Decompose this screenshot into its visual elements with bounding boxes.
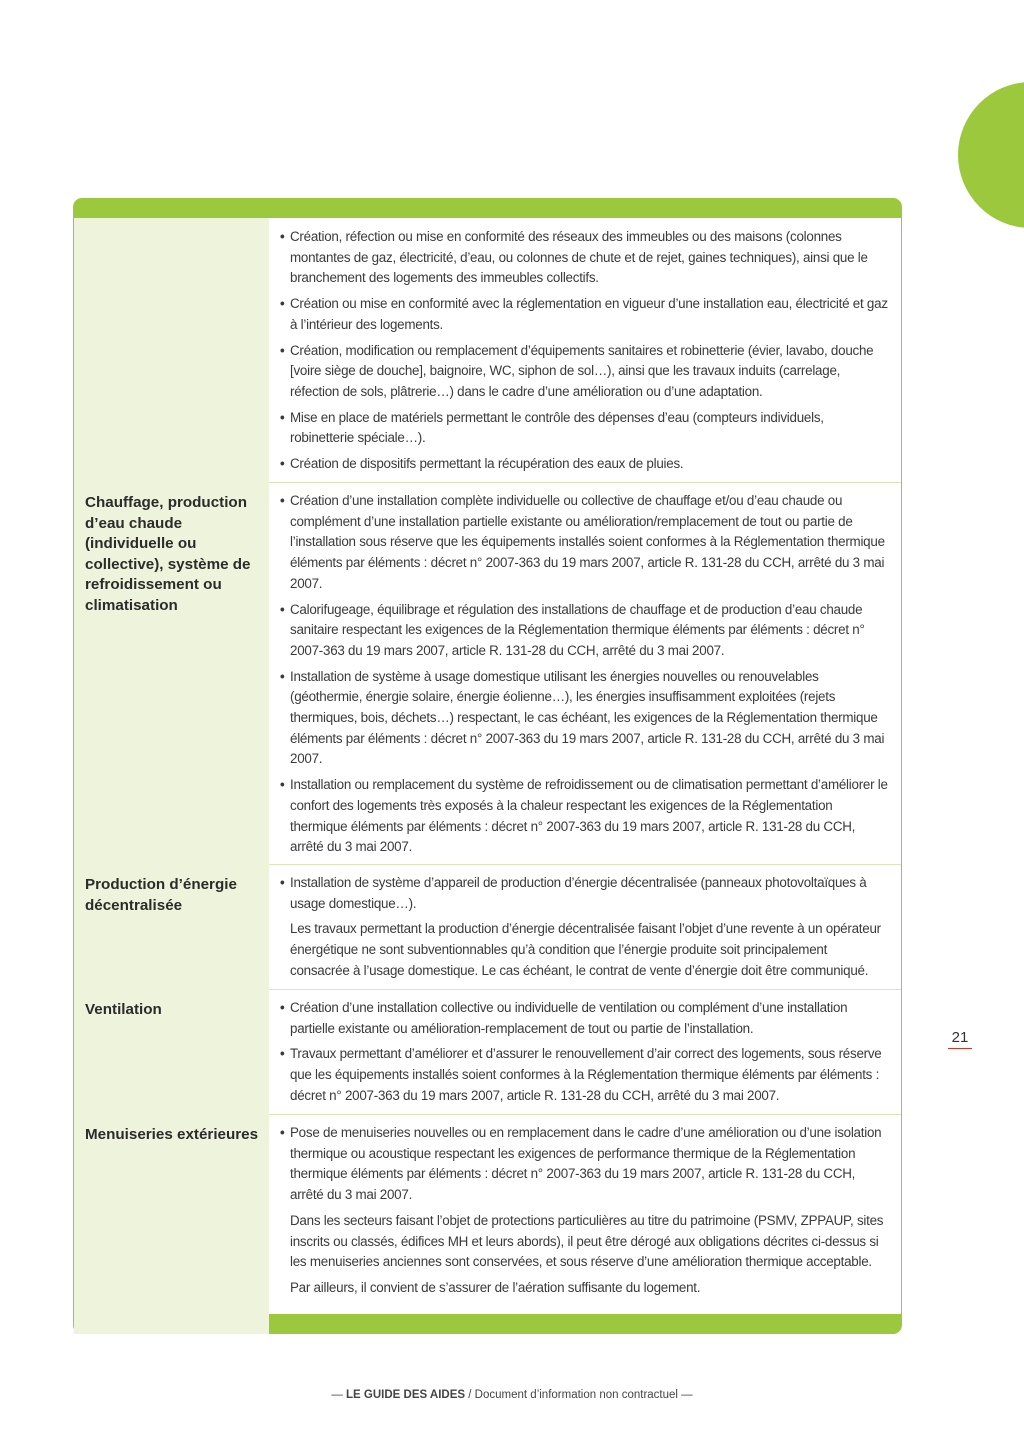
item-text: Installation ou remplacement du système de refroidissement ou de climatisation permettant d’améliorer le confort des logements très exposés à la chaleur respectant les exigences de la Réglementation thermique éléments par éléments : décret n° 2007-363 du 19 mars 2007, article R. 131-28 du CCH, arrêté du 3 mai 2007. [290,777,888,855]
bullet-item [280,454,889,475]
works-table-body [74,218,901,1314]
bullet-icon: • [280,875,285,890]
bullet-icon: • [280,1000,285,1015]
item-text: Création d’une installation collective ou individuelle de ventilation ou complément d’une installation partielle existante ou amélioration-remplacement de tout ou partie de l’installation. [290,1000,848,1036]
item-text: Pose de menuiseries nouvelles ou en remplacement dans le cadre d’une amélioration ou d’une isolation thermique ou acoustique respectant les exigences de performance thermique de la Réglementation thermique éléments par éléments : décret n° 2007-363 du 19 mars 2007, article R. 131-28 du CCH, arrêté du 3 mai 2007. [290,1125,882,1203]
category-content [280,482,889,863]
bullet-item [280,294,889,335]
footer-title: LE GUIDE DES AIDES [346,1389,466,1401]
footer-subtitle: / Document d’information non contractuel [468,1389,678,1401]
item-text: Création d’une installation complète individuelle ou collective de chauffage et/ou d’eau chaude ou complément d’une installation partielle existante ou amélioration/remplacement de tout ou partie de l’installation sous réserve que les équipements installés soient conformes à la Réglementation thermique éléments par éléments : décret n° 2007-363 du 19 mars 2007, article R. 131-28 du CCH, arrêté du 3 mai 2007. [290,493,885,591]
note-paragraph [280,919,889,981]
table-row-energy-production [74,864,901,990]
table-row-exterior-joinery [74,1114,901,1334]
item-text: Installation de système à usage domestique utilisant les énergies nouvelles ou renouvelables (géothermie, énergie solaire, énergie éolienne…), les énergies insuffisamment exploitées (rejets thermiques, bois, déchets…) respectant, le cas échéant, les exigences de la Réglementation thermique éléments par éléments : décret n° 2007-363 du 19 mars 2007, article R. 131-28 du CCH, arrêté du 3 mai 2007. [290,668,885,767]
item-text: Calorifugeage, équilibrage et régulation des installations de chauffage et de production d’eau chaude sanitaire respectant les exigences de la Réglementation thermique éléments par éléments : décret n° 2007-363 du 19 mars 2007, article R. 131-28 du CCH, arrêté du 3 mai 2007. [290,601,865,658]
item-text: Création de dispositifs permettant la récupération des eaux de pluies. [290,456,684,472]
bullet-item [280,491,889,595]
item-text: Installation de système d’appareil de production d’énergie décentralisée (panneaux photovoltaïques à usage domestique…). [290,875,867,911]
bullet-item [280,1044,889,1106]
item-text: Mise en place de matériels permettant le contrôle des dépenses d’eau (compteurs individuels, robinetterie spéciale…). [290,409,824,446]
bullet-icon: • [280,601,285,617]
bullet-item [280,600,889,662]
item-text: Les travaux permettant la production d’énergie décentralisée faisant l’objet d’une revente à un opérateur énergétique ne sont subventionnables qu’à condition que l’énergie produite soit principalement consacrée à l’usage domestique. Le cas échéant, le contrat de vente d’énergie doit être communiqué. [290,921,881,978]
bullet-icon: • [280,296,285,312]
bullet-icon: • [280,777,285,793]
item-text: Création ou mise en conformité avec la réglementation en vigueur d’une installation eau, électricité et gaz à l’intérieur des logements. [290,296,888,332]
bullet-icon: • [280,1046,285,1062]
category-label [74,218,269,482]
bullet-icon: • [280,342,285,358]
category-content [280,218,889,480]
item-text: Dans les secteurs faisant l’objet de protections particulières au titre du patrimoine (PSMV, ZPPAUP, sites inscrits ou classés, édifices MH et leurs abords), il peut être dérogé aux obligations décrites ci-dessus si les menuiseries anciennes sont conservées, et sous réserve d’une amélioration thermique acceptable. [290,1212,884,1270]
bullet-item [280,998,889,1039]
bullet-icon: • [280,1125,285,1140]
bullet-icon: • [280,229,285,244]
item-text: Travaux permettant d’améliorer et d’assurer le renouvellement d’air correct des logements, sous réserve que les équipements installés soient conformes à la Réglementation thermique éléments par éléments : décret n° 2007-363 du 19 mars 2007, article R. 131-28 du CCH, arrêté du 3 mai 2007. [290,1046,882,1103]
bullet-item [280,408,889,449]
category-label: Production d’énergie décentralisée [74,864,269,989]
bullet-icon: • [280,493,285,508]
section-tab-decoration [958,82,1024,228]
category-label: Chauffage, production d’eau chaude (individuelle ou collective), système de refroidissement ou climatisation [74,482,269,864]
note-paragraph [280,1211,889,1273]
page-footer: — LE GUIDE DES AIDES / Document d’information non contractuel — [331,1389,693,1401]
page-number: 21 [948,1029,972,1049]
note-paragraph [280,1278,889,1299]
table-row-heating [74,482,901,865]
bullet-item [280,341,889,403]
bullet-item [280,667,889,771]
item-text: Par ailleurs, il convient de s’assurer de l’aération suffisante du logement. [290,1279,701,1295]
table-row-ventilation [74,989,901,1115]
category-content [280,1114,889,1304]
category-label: Menuiseries extérieures [74,1114,269,1334]
bullet-item [280,873,889,914]
category-content [280,989,889,1112]
bullet-icon: • [280,668,285,684]
item-text: Création, modification ou remplacement d’équipements sanitaires et robinetterie (évier, lavabo, douche [voire siège de douche], baignoire, WC, siphon de sol…), ainsi que les travaux induits (carrelage, réfection de sols, plâtrerie…) dans le cadre d’une amélioration ou d’une adaptation. [290,342,874,399]
item-text: Création, réfection ou mise en conformité des réseaux des immeubles ou des maisons (colonnes montantes de gaz, électricité, d’eau, ou colonnes de chute et de rejet, gaines techniques), ainsi que le branchement des logements des immeubles collectifs. [290,229,868,286]
bullet-item [280,227,889,289]
bullet-item [280,775,889,858]
table-row-plumbing [74,218,901,483]
category-label: Ventilation [74,989,269,1114]
bullet-item [280,1123,889,1206]
works-table [73,198,902,1334]
bullet-icon: • [280,456,285,472]
bullet-icon: • [280,409,285,425]
category-content [280,864,889,987]
